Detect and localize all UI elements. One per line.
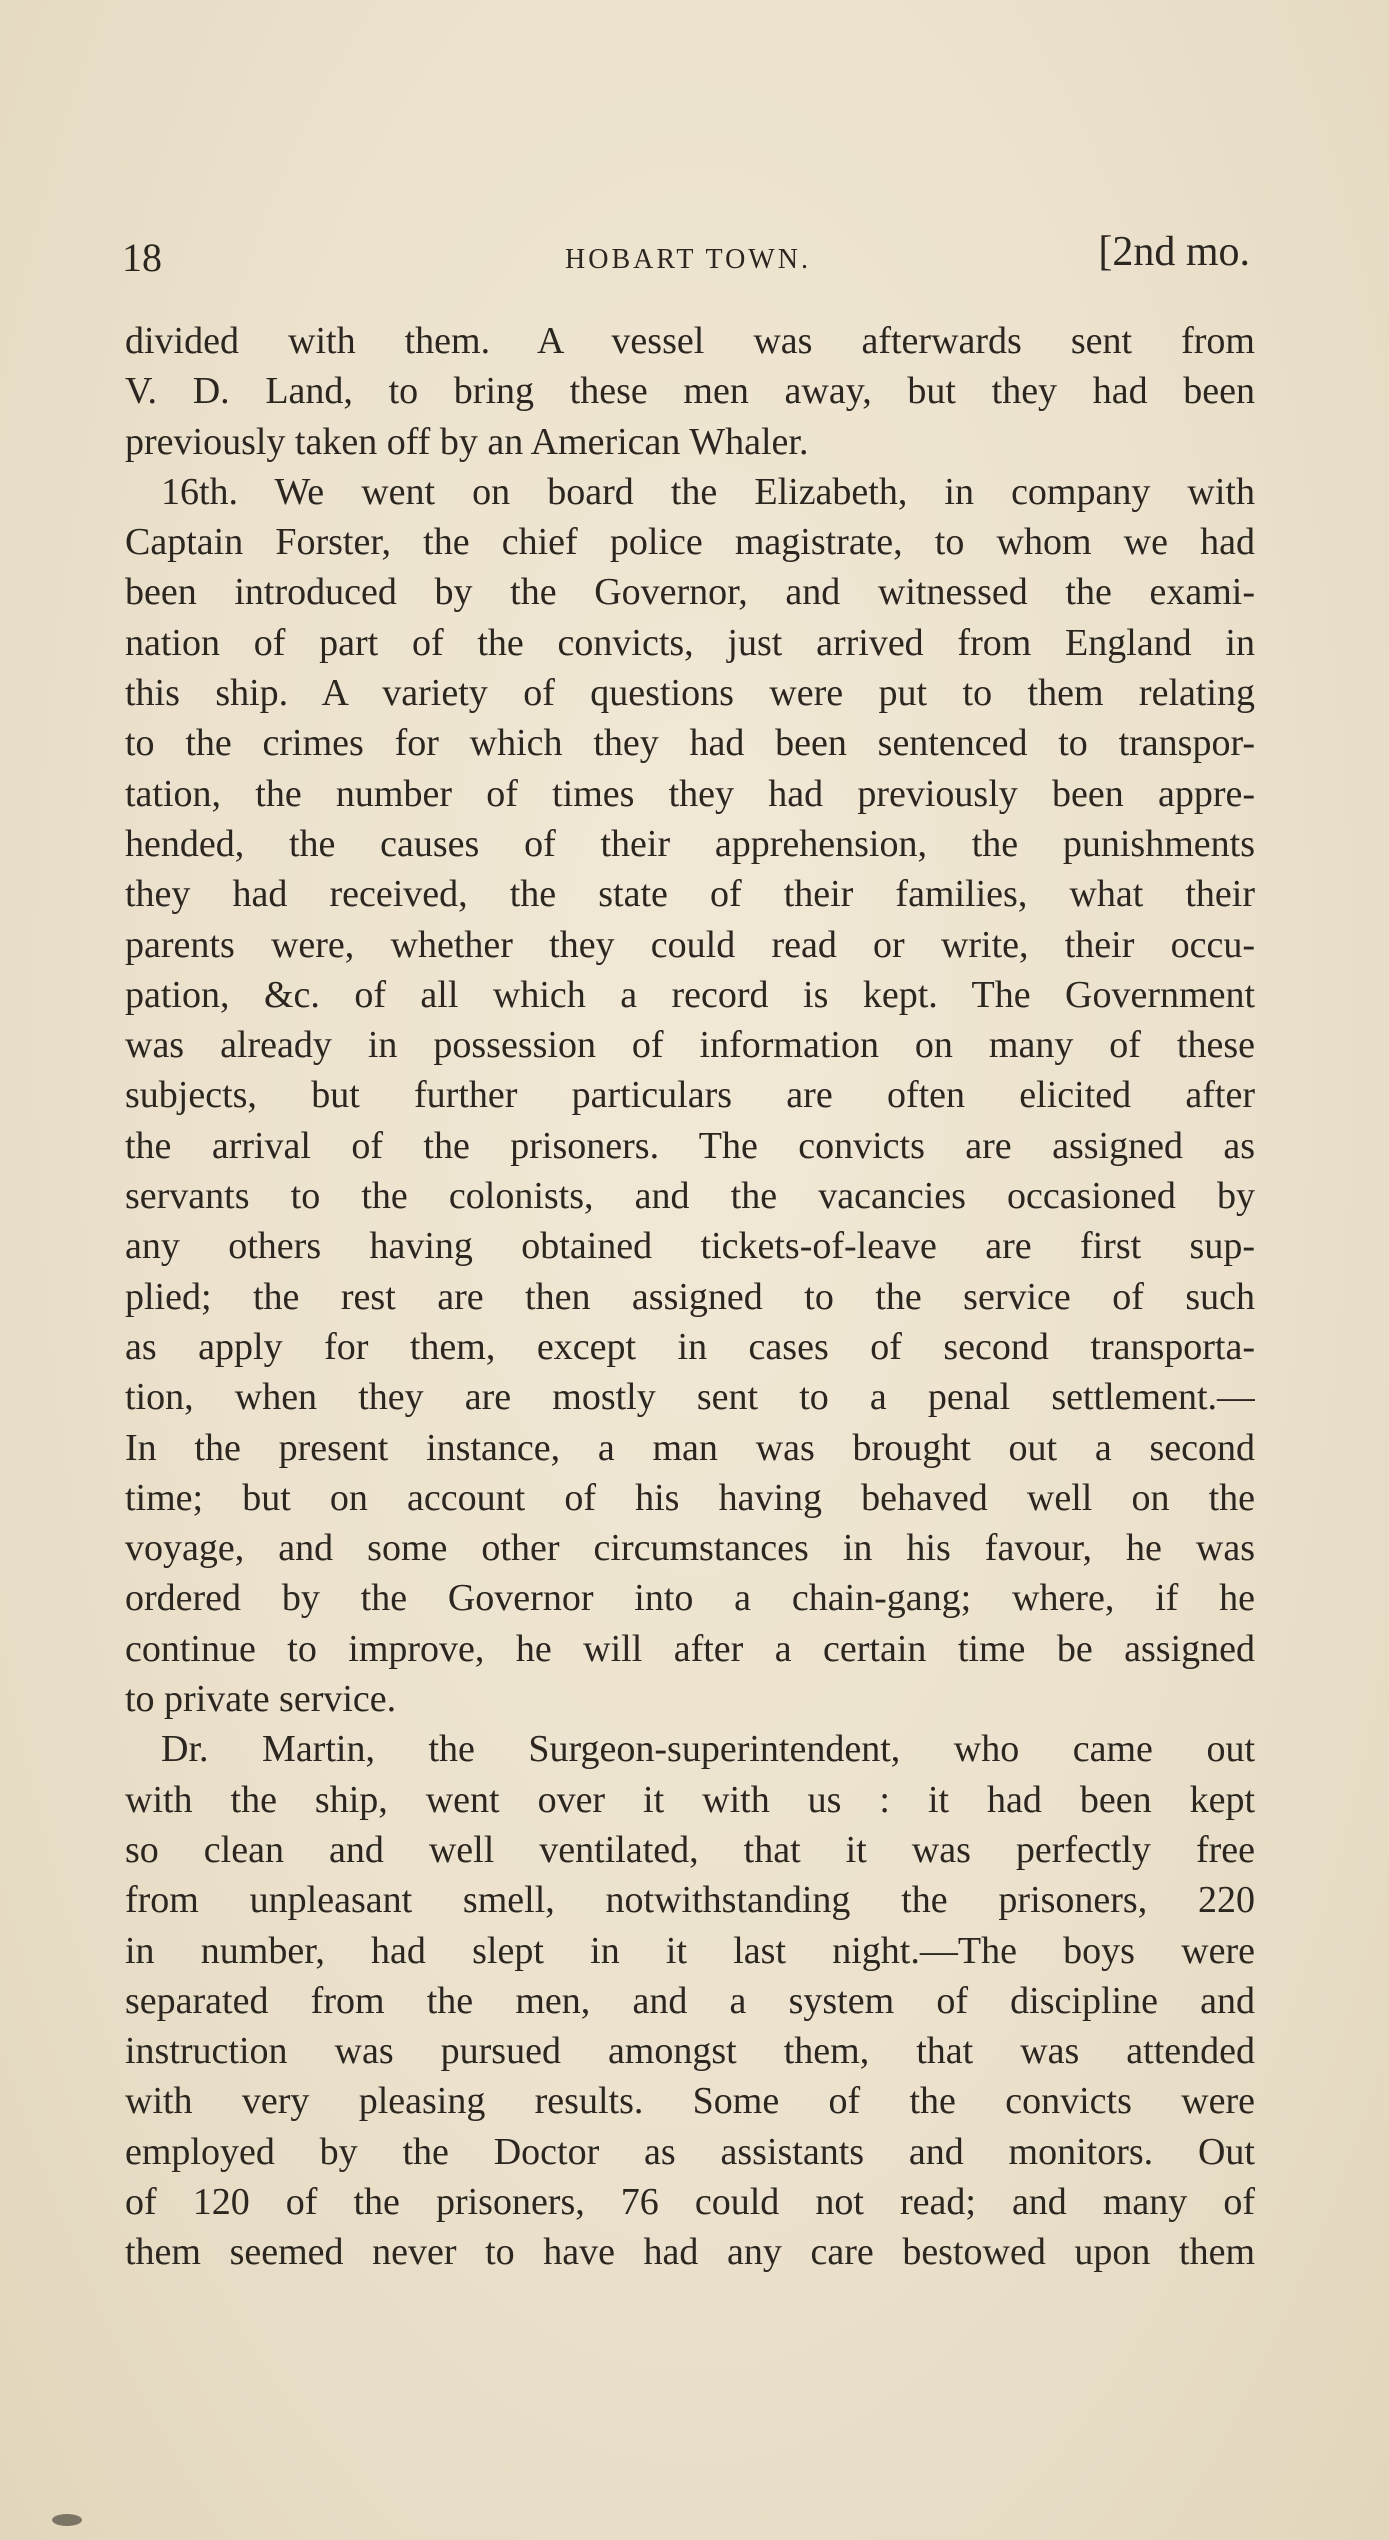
text-line: Dr. Martin, the Surgeon-superintendent, who came out xyxy=(161,1728,1255,1771)
text-line: instruction was pursued amongst them, that was attended xyxy=(125,2030,1255,2073)
text-line: to the crimes for which they had been sentenced to transpor- xyxy=(125,722,1255,765)
text-line: tation, the number of times they had previously been appre- xyxy=(125,772,1255,815)
text-line: pation, &c. of all which a record is kept. The Government xyxy=(125,973,1255,1016)
text-line: subjects, but further particulars are often elicited after xyxy=(125,1074,1255,1117)
text-line: tion, when they are mostly sent to a penal settlement.— xyxy=(125,1376,1255,1419)
page-blemish xyxy=(52,2514,82,2526)
text-line: with the ship, went over it with us : it had been kept xyxy=(125,1778,1255,1821)
text-line: they had received, the state of their families, what their xyxy=(125,873,1255,916)
text-line: been introduced by the Governor, and witnessed the exami- xyxy=(125,571,1255,614)
text-line: divided with them. A vessel was afterwards sent from xyxy=(125,320,1255,362)
text-line: in number, had slept in it last night.—The boys were xyxy=(125,1929,1255,1972)
text-line: Captain Forster, the chief police magistrate, to whom we had xyxy=(125,521,1255,564)
text-line: from unpleasant smell, notwithstanding the prisoners, 220 xyxy=(125,1879,1255,1922)
running-title: HOBART TOWN. xyxy=(565,244,811,275)
page-number: 18 xyxy=(122,235,162,280)
text-line: employed by the Doctor as assistants and monitors. Out xyxy=(125,2130,1255,2173)
text-line: 16th. We went on board the Elizabeth, in company with xyxy=(161,470,1255,513)
text-line: parents were, whether they could read or write, their occu- xyxy=(125,923,1255,966)
text-line: as apply for them, except in cases of second transporta- xyxy=(125,1325,1255,1368)
text-line: V. D. Land, to bring these men away, but they had been xyxy=(125,370,1255,413)
text-line: In the present instance, a man was brought out a second xyxy=(125,1426,1255,1469)
text-line: to private service. xyxy=(125,1678,397,1721)
text-line: voyage, and some other circumstances in his favour, he was xyxy=(125,1527,1255,1570)
chapter-reference: [2nd mo. xyxy=(1098,229,1250,275)
text-line: of 120 of the prisoners, 76 could not read; and many of xyxy=(125,2180,1255,2223)
running-head xyxy=(122,228,1254,288)
text-line: separated from the men, and a system of discipline and xyxy=(125,1979,1255,2022)
text-line: was already in possession of information on many of these xyxy=(125,1024,1255,1067)
text-line: this ship. A variety of questions were put to them relating xyxy=(125,672,1255,715)
text-line: so clean and well ventilated, that it was perfectly free xyxy=(125,1828,1255,1871)
text-line: hended, the causes of their apprehension, the punishments xyxy=(125,822,1255,865)
text-line: previously taken off by an American Whaler. xyxy=(125,420,809,463)
text-line: servants to the colonists, and the vacancies occasioned by xyxy=(125,1175,1255,1218)
body-text xyxy=(125,316,1255,2278)
text-line: ordered by the Governor into a chain-gang; where, if he xyxy=(125,1577,1255,1620)
text-line: them seemed never to have had any care bestowed upon them xyxy=(125,2231,1255,2274)
text-line: plied; the rest are then assigned to the service of such xyxy=(125,1275,1255,1318)
text-line: continue to improve, he will after a certain time be assigned xyxy=(125,1627,1255,1670)
text-line: the arrival of the prisoners. The convicts are assigned as xyxy=(125,1124,1255,1167)
text-line: with very pleasing results. Some of the convicts were xyxy=(125,2080,1255,2123)
text-line: any others having obtained tickets-of-leave are first sup- xyxy=(125,1225,1255,1268)
text-line: nation of part of the convicts, just arrived from England in xyxy=(125,621,1255,664)
text-line: time; but on account of his having behaved well on the xyxy=(125,1476,1255,1519)
